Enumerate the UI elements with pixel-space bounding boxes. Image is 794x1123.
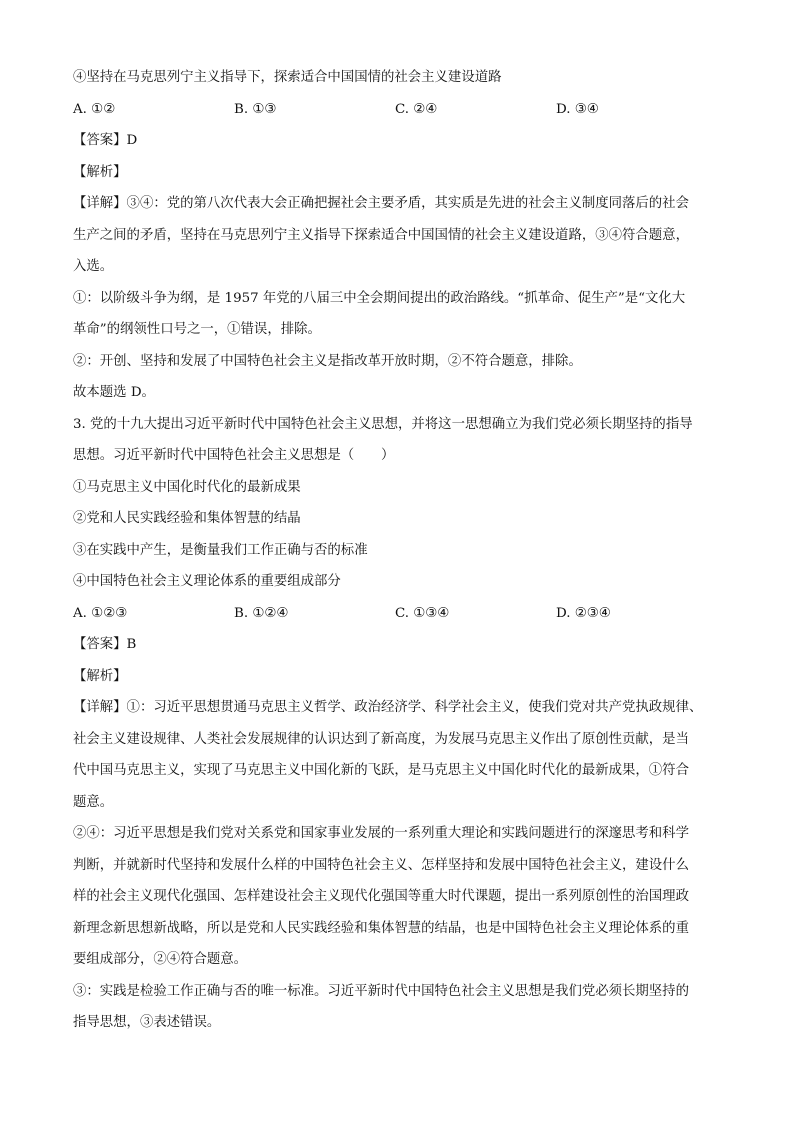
q3-stem-line: 3. 党的十九大提出习近平新时代中国特色社会主义思想，并将这一思想确立为我们党必须长期坚持的指导 xyxy=(73,416,693,432)
q3-item-2: ②党和人民实践经验和集体智慧的结晶 xyxy=(73,511,301,526)
q2-option-a: A. ①② xyxy=(73,101,116,117)
q2-detail-line: 革命”的纲领性口号之一，①错误，排除。 xyxy=(73,322,321,337)
q3-answer: 【答案】B xyxy=(73,637,137,652)
q2-options xyxy=(73,94,723,126)
q3-detail-line: 社会主义建设规律、人类社会发展规律的认识达到了新高度，为发展马克思主义作出了原创性贡献，是当 xyxy=(73,731,689,747)
q3-option-a: A. ①②③ xyxy=(73,605,128,621)
q3-detail-line: 指导思想，③表述错误。 xyxy=(73,1015,221,1030)
q2-analysis-title: 【解析】 xyxy=(73,164,127,180)
q3-detail-line: 判断，并就新时代坚持和发展什么样的中国特色社会主义、怎样坚持和发展中国特色社会主义，建设什么 xyxy=(73,857,689,873)
q2-detail-line: 入选。 xyxy=(73,259,114,274)
q2-option-b: B. ①③ xyxy=(234,101,277,117)
q3-option-b: B. ①②④ xyxy=(234,605,289,621)
q2-detail-line: 生产之间的矛盾，坚持在马克思列宁主义指导下探索适合中国国情的社会主义建设道路，③④符合题意， xyxy=(73,227,689,243)
q2-detail-line: 故本题选 D。 xyxy=(73,385,155,400)
q3-detail-line: 题意。 xyxy=(73,794,114,810)
q2-item-4: ④坚持在马克思列宁主义指导下，探索适合中国国情的社会主义建设道路 xyxy=(73,70,502,85)
q2-answer: 【答案】D xyxy=(73,133,138,148)
q3-detail-line: 要组成部分，②④符合题意。 xyxy=(73,952,248,967)
q3-detail-line: 【详解】①：习近平思想贯通马克思主义哲学、政治经济学、科学社会主义，使我们党对共产党执政规律、 xyxy=(73,700,703,715)
q3-analysis-title: 【解析】 xyxy=(73,668,127,684)
q3-detail-line: 新理念新思想新战略，所以是党和人民实践经验和集体智慧的结晶，也是中国特色社会主义理论体系的重 xyxy=(73,920,689,936)
q3-item-1: ①马克思主义中国化时代化的最新成果 xyxy=(73,479,301,495)
q2-detail-line: 【详解】③④：党的第八次代表大会正确把握社会主要矛盾，其实质是先进的社会主义制度同落后的社会 xyxy=(73,196,689,211)
q3-detail-line: ③：实践是检验工作正确与否的唯一标准。习近平新时代中国特色社会主义思想是我们党必须长期坚持的 xyxy=(73,983,689,999)
q3-item-4: ④中国特色社会主义理论体系的重要组成部分 xyxy=(73,574,341,589)
q3-item-3: ③在实践中产生，是衡量我们工作正确与否的标准 xyxy=(73,542,368,558)
q3-detail-line: ②④：习近平思想是我们党对关系党和国家事业发展的一系列重大理论和实践问题进行的深邃思考和科学 xyxy=(73,826,689,841)
q3-stem-line: 思想。习近平新时代中国特色社会主义思想是（ ） xyxy=(73,448,395,463)
q2-detail-line: ①：以阶级斗争为纲，是 1957 年党的八届三中全会期间提出的政治路线。“抓革命、促生产”是“文化大 xyxy=(73,290,686,306)
q3-options xyxy=(73,598,723,630)
q3-option-d: D. ②③④ xyxy=(556,605,611,621)
q3-detail-line: 代中国马克思主义，实现了马克思主义中国化新的飞跃，是马克思主义中国化时代化的最新成果，①符合 xyxy=(73,763,689,778)
document-page xyxy=(73,62,723,1039)
q2-detail-line: ②：开创、坚持和发展了中国特色社会主义是指改革开放时期，②不符合题意，排除。 xyxy=(73,353,582,369)
q2-option-c: C. ②④ xyxy=(395,101,438,117)
q3-detail-line: 样的社会主义现代化强国、怎样建设社会主义现代化强国等重大时代课题，提出一系列原创性的治国理政 xyxy=(73,889,689,904)
q2-option-d: D. ③④ xyxy=(556,101,599,117)
q3-option-c: C. ①③④ xyxy=(395,605,450,621)
